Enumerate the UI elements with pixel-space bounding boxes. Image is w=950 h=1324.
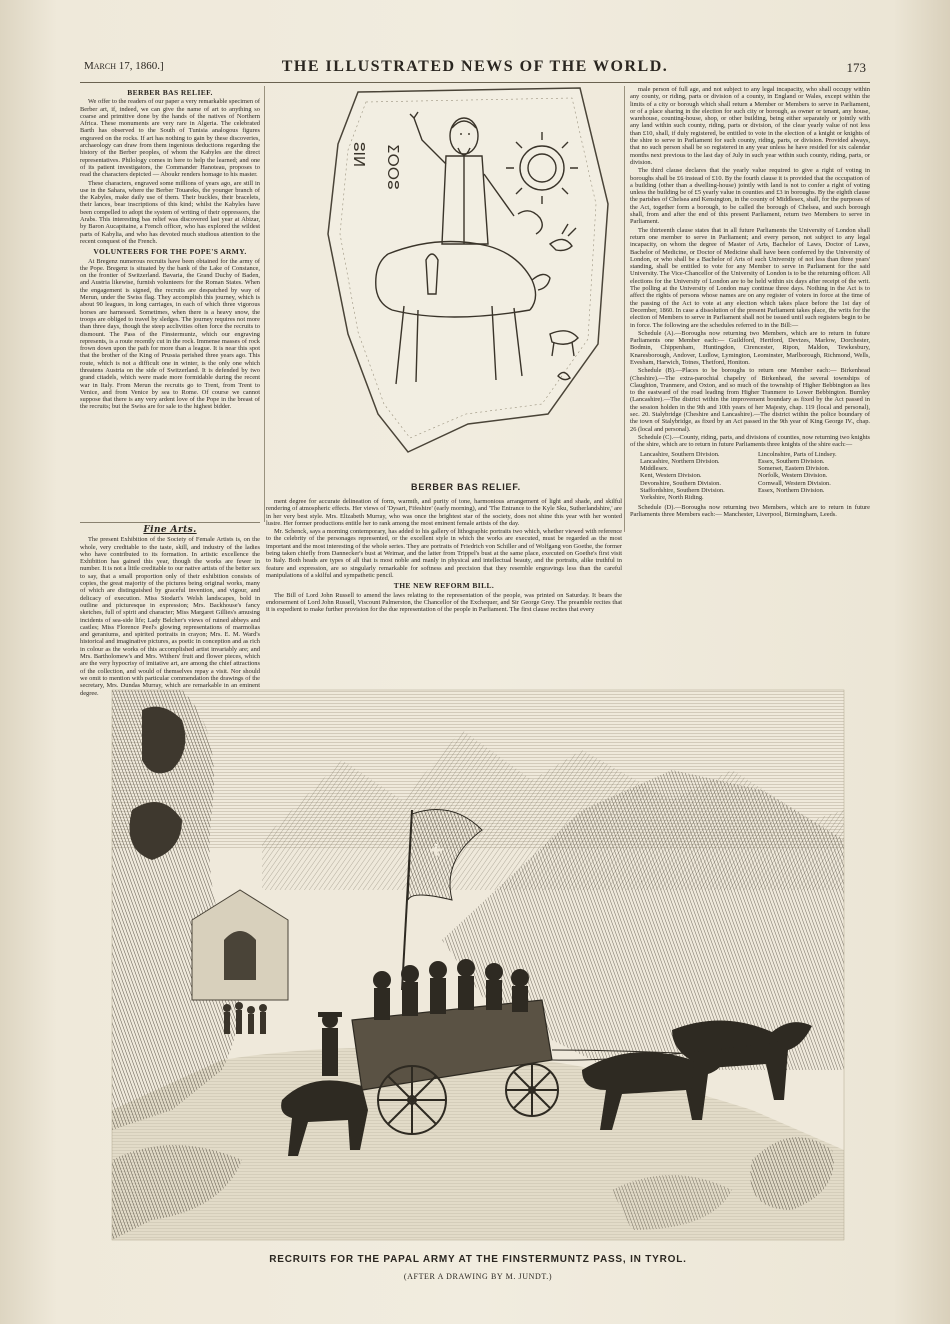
berber-bas-relief-engraving bbox=[318, 84, 614, 468]
inscription-left: ⵓⵏⵍ bbox=[350, 142, 368, 168]
berber-caption: BERBER BAS RELIEF. bbox=[411, 482, 521, 492]
list-item: Norfolk, Western Division. bbox=[758, 472, 828, 480]
article-berber-p1: We offer to the readers of our paper a very remarkable specimen of Berber art, if, indeed, we can give the name of art to anything so coarse and primitive done by the hands of the natives of Northern Africa. These monuments are very rare in Algeria. The celebrated Barth has observed to the South of Tunisia analogous figures engraved on the rocks. If art has nothing to gain by these discoveries, archaeology can draw from them ingenious deductions regarding the history of the Berber peoples, of whom the Kabyles are the direct representatives. Philology comes in here to help the learned; and one of its patient investigators, the Commander Hanoteau, proposes to read the characters depicted — Aboukr renders homage to his master. bbox=[80, 98, 260, 179]
list-item: Lincolnshire, Parts of Lindsey. bbox=[758, 450, 837, 458]
inscription-right: ⵉⵔⵔⵓ bbox=[384, 144, 402, 190]
list-item: Lancashire, Northern Division. bbox=[640, 457, 720, 465]
reform-bill-p2: The third clause declares that the yearly value required to give a right of voting in boroughs shall be £6 instead of £10. By the fourth clause it is provided that the occupation of a building (other than a dwelling-house) jointly with land is not to confer a right of voting unless the building be of £5 yearly value in counties and £3 in boroughs. By the eighth clause the parishes of Chelsea and Kensington, in the county of Middlesex, shall, for the purposes of the Act, together form a borough, to be called the borough of Chelsea, and such borough shall, from and after the end of this present Parliament, return two Members to serve in Parliament. bbox=[630, 167, 870, 226]
list-item: Yorkshire, North Riding. bbox=[640, 494, 704, 502]
schedule-c-right-list bbox=[758, 451, 870, 502]
heading-volunteers: VOLUNTEERS FOR THE POPE'S ARMY. bbox=[93, 247, 247, 257]
heading-reform-bill: THE NEW REFORM BILL. bbox=[393, 581, 495, 591]
article-fine-arts: The present Exhibition of the Society of Female Artists is, on the whole, very creditable to the taste, skill, and industry of the ladies who have contributed to its formation. In artistic excellence the Exhibition has gained this year, though the works are fewer in number. It is not a little creditable to our native artists of the better sex to say, that a small proportion only of their exhibition consists of copies, the great majority of the pictures being original works, many of which are distinguished by graceful invention, and vigour, and delicacy of execution. Miss Stodart's Welsh landscapes, bold in outline and picturesque in expression; Mrs. Backhouse's fancy sketches, full of spirit and character; Miss Margaret Gillies's amusing incidents of sea-side life; Lady Belcher's views of ruined abbeys and castles; Miss Florence Peel's glowing representations of marmolias and geraniums, and spirited portraits in crayon; Mrs. E. M. Ward's historical and imaginative pictures, as poetic in conception and as rich in colour as the works of this accomplished artist invariably are; and Mrs. Bartholomew's and Mrs. Withers' fruit and flower pieces, which are the very hypocrisy of imitative art, are among the chief attractions of the collection, and would of themselves repay a visit. Nor should we omit to mention with particular commendation the drawings of the secretary, Mrs. Dundas Murray, which are remarkable in an eminent degree. bbox=[80, 536, 260, 697]
schedule-b: Schedule (B).—Places to be boroughs to return one Member each:— Birkenhead (Cheshire).—The extra-parochial chapelry of Birkenhead, the several townships of Claughton, Tranmere, and Oxton, and so much of the township of Higher Bebbington as lies to the eastward of the road leading from Higher Tranmere to Lower Bebbington. Burnley (Lancashire).—The district within the improvement boundary as fixed by the Act passed in the session holden in the 9th and 10th years of her Majesty, chap. 119 (local and personal), sec. 20. Stalybridge (Cheshire and Lancashire).—The district within the police boundary of the town of Stalybridge, as fixed by an Act passed in the 9th year of King George IV., chap. 26 (local and personal). bbox=[630, 367, 870, 433]
schedule-c-lists bbox=[640, 451, 870, 502]
list-item: Cornwall, Western Division. bbox=[758, 479, 831, 487]
list-item: Staffordshire, Southern Division. bbox=[640, 487, 725, 495]
page-number: 173 bbox=[846, 60, 866, 75]
schedule-a: Schedule (A).—Boroughs now returning two Members, which are to return in future Parliaments one Member each:— Guildford, Hertford, Devizes, Marlow, Dorchester, Bodmin, Chippenham, Huntingdon, Cirencester, Ripon, Maldon, Tewkesbury, Knaresborough, Andover, Ludlow, Lymington, Leominster, Marlborough, Richmond, Wells, Evesham, Harwich, Totnes, Thetford, Honiton. bbox=[630, 329, 870, 366]
schenck-portraits: Mr. Schenck, says a morning contemporary, has added to his gallery of lithographic portraits two which, whether viewed with reference to the celebrity of the personages represented, or the excellent style in which the works are executed, must be regarded as the most important and the most interesting of the whole series. They are portraits of Friedrich von Schiller and of Wolfgang von Goethe, the former being taken chiefly from Dannecker's bust at Weimar, and the latter from Trippel's bust at the same place, executed on Goethe's first visit to Italy. Both heads are types of all that is most noble and manly in physical and intellectual beauty, and the portraits, alike truthful in feature and expression, are so singularly remarkable for softness and precision that they resemble engravings less than the careful manipulations of a skilful and sympathetic pencil. bbox=[266, 528, 622, 579]
column-middle bbox=[266, 498, 622, 682]
recruits-credit: (AFTER A DRAWING BY M. JUNDT.) bbox=[403, 1272, 553, 1281]
article-volunteers: At Bregenz numerous recruits have been obtained for the army of the Pope. Bregenz is situated by the bank of the Lake of Constance, on the frontier of Switzerland. Bavaria, the Grand Duchy of Baden, and Austria likewise, furnish volunteers for the Roman States. When the engagement is signed, the recruits are despatched by way of Merun, under the Swiss flag. They accomplish this journey, which is about 90 leagues, in long carriages, in each of which three vigorous horses are harnessed. Sometimes, when there is a heavy snow, the troops are obliged to travel by sledges. The journey requires not more than three days, though the steep acclivities often force the recruits to dismount. The Pass of the Finstermuntz, which our engraving represents, is a route recently cut in the rock. Immense masses of rock frown down upon the path for more than a league. It is near this spot that the brother of the King of Prussia perished three years ago. This route, which is not a difficult one in winter, is the only one which threatens Austria on the side of Switzerland. It is defended by two grand citadels, which were made more formidable during the recent war in Italy. From Merun the recruits go to Trent, from Trent to Venice, and from Venice by sea to Rome. Of course we cannot suppose that there is any very ardent love of the Pope in the breast of the recruits; but the Swiss are for sale to the highest bidder. bbox=[80, 257, 260, 411]
reform-bill-p1: male person of full age, and not subject to any legal incapacity, who shall occupy within any county, or riding, parts or division of a county, in England or Wales, except within the limits of a city or borough which shall return a Member or Members to serve in Parliament, or of a place sharing in the election for such city or borough, as owner or tenant, any house, warehouse, counting-house, shop, or other building, being either separately or jointly with any land within such county, riding, parts or division, of the clear yearly value of not less than £10, shall, if duly registered, be entitled to vote in the election of a knight or knights of the shire to serve in Parliament for such county, riding, parts, or division. Provided always, that no such person shall be so registered in any year unless he have resided for six calendar months next previous to the last day of July in such year within such county, riding, parts, or division. bbox=[630, 86, 870, 166]
fine-arts-continued: ment degree for accurate delineation of form, warmth, and purity of tone, harmonious arrangement of light and shade, and skilful rendering of atmospheric effects. Her views of 'Dysart, Fifeshire' (early morning), and 'The Entrance to the Kyle Sku, Sutherlandshire,' are in her very best style. Mrs. Elizabeth Murray, who was once the brightest star of the society, does not shine this year with her wonted lustre. Her former productions entitle her to rank among the most eminent female artists of the day. bbox=[266, 498, 622, 527]
list-item: Somerset, Eastern Division. bbox=[758, 465, 830, 473]
list-item: Essex, Southern Division. bbox=[758, 457, 825, 465]
schedule-d: Schedule (D).—Boroughs now returning two Members, which are to return in future Parliaments three Members each:— Manchester, Liverpool, Birmingham, Leeds. bbox=[630, 503, 870, 518]
column-right bbox=[630, 86, 870, 676]
list-item: Lancashire, Southern Division. bbox=[640, 450, 720, 458]
column-divider bbox=[624, 86, 625, 532]
list-item: Middlesex. bbox=[640, 465, 669, 473]
list-item: Devonshire, Southern Division. bbox=[640, 479, 721, 487]
newspaper-title: THE ILLUSTRATED NEWS OF THE WORLD. bbox=[281, 58, 669, 75]
list-item: Kent, Western Division. bbox=[640, 472, 702, 480]
article-berber-p2: These characters, engraved some millions of years ago, are still in use in the Sahara, where the Berber Touareks, the younger branch of the Kabyles, make daily use of them. Their buckles, their bracelets, their lances, bear inscriptions of this kind; whilst the Kabyles have been compelled to adopt the system of writing of their oppressors, the Arabs. This interesting bas relief was discovered last year at Abizar, by Baron Aucapitaine, a French officer, who has explored the wildest parts of Kabylia, and who has devoted much studious attention to the recent conquest of the French. bbox=[80, 179, 260, 245]
list-item: Essex, Northern Division. bbox=[758, 487, 825, 495]
issue-date: March 17, 1860.] bbox=[84, 60, 164, 72]
heading-berber-bas-relief: BERBER BAS RELIEF. bbox=[127, 88, 213, 97]
heading-fine-arts: Fine Arts. bbox=[143, 525, 197, 535]
column-left-lower bbox=[80, 524, 260, 697]
section-rule bbox=[80, 522, 260, 523]
reform-bill-intro: The Bill of Lord John Russell to amend the laws relating to the representation of the people, was printed on Saturday. It bears the endorsement of Lord John Russell, Viscount Palmerston, the Chancellor of the Exchequer, and Sir George Grey. The preamble recites that it is expedient to make further provision for the due representation of the people in Parliament. The first clause recites that every bbox=[266, 591, 622, 614]
recruits-caption: RECRUITS FOR THE PAPAL ARMY AT THE FINSTERMUNTZ PASS, IN TYROL. bbox=[269, 1254, 687, 1265]
schedule-c: Schedule (C).—County, riding, parts, and divisions of counties, now returning two knights of the shire, which are to return in future Parliaments three knights of the shire each:— bbox=[630, 433, 870, 449]
recruits-engraving bbox=[112, 690, 844, 1240]
schedule-c-left-list bbox=[640, 451, 752, 502]
masthead bbox=[80, 60, 870, 83]
reform-bill-p3: The thirteenth clause states that in all future Parliaments the University of London shall return one member to serve in Parliament; and every person, not subject to any legal incapacity, on whom the degree of Master of Arts, Bachelor of Laws, Doctor of Laws, Bachelor of Medicine, or Doctor of Medicine shall have been conferred by the University of London, or who shall be a Bachelor of Arts of such University of not less than three years' standing, shall be entitled to vote for any Member to serve in Parliament for the said University. The Vice-Chancellor of the University of London is to be the returning officer. All elections for the University of London are to be held within six days after receipt of the writ. The polling at the University of London may continue three days. Nothing in the Act is to affect the rights of persons whose names are on any register of voters in force at the time of the passing of the Act to vote at any election which takes place before the 1st day of December, 1860. In case a dissolution of the present Parliament takes place, the writs for the election of Members to serve in Parliament shall not be issued until such registers begin to be in force. The following are the schedules referred to in the Bill:— bbox=[630, 226, 870, 329]
column-divider bbox=[264, 86, 265, 522]
